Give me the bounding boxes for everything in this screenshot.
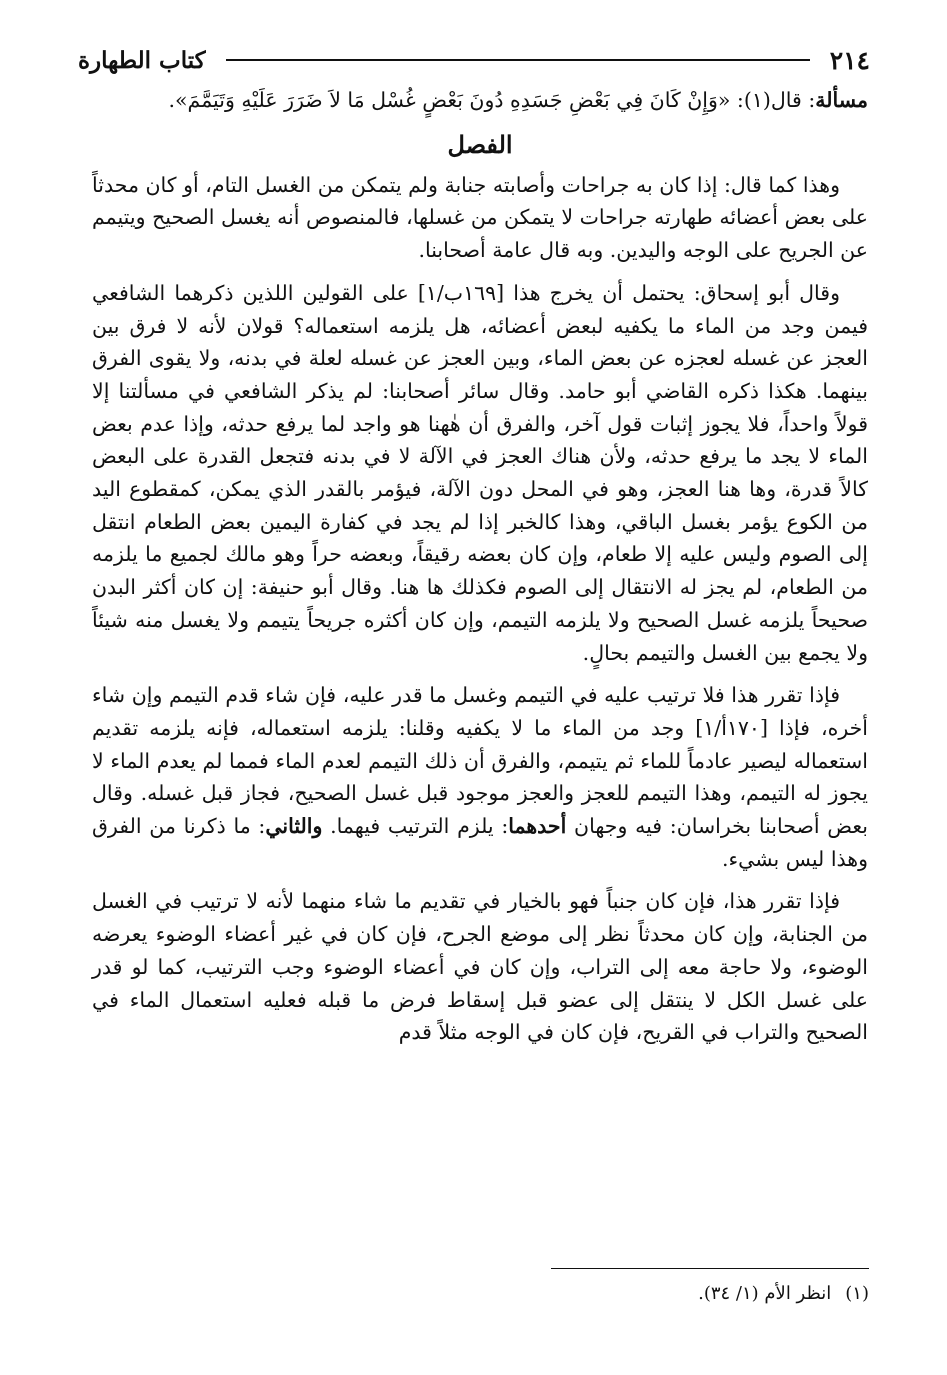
footnote [269, 1280, 869, 1308]
paragraph-3-part-c: : ما ذكرنا من الفرق وهذا ليس بشيء. [92, 814, 868, 871]
paragraph-4: فإذا تقرر هذا، فإن كان جنباً فهو بالخيار في تقديم ما شاء منهما لأنه لا ترتيب في الغسل من الجنابة، وإن كان محدثاً نظر إلى موضع الجرح، فإن كان في غير أعضاء الوضوء يعرضه الوضوء، ولا حاجة معه إلى التراب، وإن كان في أعضاء الوضوء وجب الترتيب، كما لو قدر على غسل الكل لا ينتقل إلى عضو قبل إسقاط فرض ما قبله فعليه استعمال الماء في الصحيح والتراب في القريح، فإن كان في الوجه مثلاً قدم [92, 889, 868, 1045]
masala-paragraph [92, 84, 868, 117]
first-opinion-label: أحدهما [508, 814, 567, 839]
footnote-separator [551, 1268, 869, 1269]
header-rule [226, 59, 810, 61]
footnote-text: انظر الأم (١/ ٣٤). [698, 1283, 832, 1304]
page-header [78, 40, 870, 80]
main-text [92, 84, 868, 1059]
running-title: كتاب الطهارة [78, 46, 206, 74]
page-number: ٢١٤ [829, 45, 870, 75]
paragraph-3 [92, 679, 868, 875]
paragraph-3-part-b: : يلزم الترتيب فيهما. [322, 814, 509, 839]
paragraph-2: وقال أبو إسحاق: يحتمل أن يخرج هذا [١٦٩ب/١] على القولين اللذين ذكرهما الشافعي فيمن وجد من الماء ما يكفيه لبعض أعضائه، هل يلزمه استعماله؟ قولان لأنه لا فرق بين العجز عن غسله لعجزه عن بعض الماء، وبين العجز عن غسله لعلة في بدنه، ولا يقوى الفرق بينهما. هكذا ذكره القاضي أبو حامد. وقال سائر أصحابنا: لم يذكر الشافعي في مسألتنا إلا قولاً واحداً، فلا يجوز إثبات قول آخر، والفرق أن هٰهنا هو واجد لما يرفع حدثه، وإذا عدم بعض الماء لا يجد ما يرفع حدثه، ولأن هناك العجز في الآلة لا في بدنه فتجعل القدرة على البعض كالاً قدرة، وها هنا العجز، وهو في المحل دون الآلة، فيؤمر بالقدر الذي يمكن، كمقطوع اليد من الكوع يؤمر بغسل الباقي، وهذا كالخبر إذا لم يجد في كفارة اليمين بعض الطعام انتقل إلى الصوم وليس عليه إلا طعام، وإن كان بعضه رقيقاً، وبعضه حراً وهو مالك لجميع ما يلزمه من الطعام، لم يجز له الانتقال إلى الصوم فكذلك ها هنا. وقال أبو حنيفة: إن كان أكثر البدن صحيحاً يلزمه غسل الصحيح ولا يلزمه التيمم، وإن كان أكثره جريحاً يتيمم ولا يغسل منه شيئاً ولا يجمع بين الغسل والتيمم بحالٍ. [92, 280, 868, 665]
masala-label: مسألة [815, 88, 868, 112]
second-opinion-label: والثاني [265, 814, 323, 839]
footnote-marker: (١) [845, 1283, 869, 1304]
section-heading: الفصل [447, 129, 513, 159]
paragraph-1: وهذا كما قال: إذا كان به جراحات وأصابته جنابة ولم يتمكن من الغسل التام، أو كان محدثاً على بعض أعضائه طهارته جراحات لا يتمكن من غسلها، فالمنصوص أنه يغسل الصحيح ويتيمم عن الجريح على الوجه واليدين. وبه قال عامة أصحابنا. [92, 172, 868, 263]
paragraph-3-part-a: فإذا تقرر هذا فلا ترتيب عليه في التيمم وغسل ما قدر عليه، فإن شاء قدم التيمم وإن شاء أخره، فإذا [١٧٠أ/١] وجد من الماء ما لا يكفيه وقلنا: يلزمه استعماله، فإنه يلزمه تقديم استعماله ليصير عادماً للماء ثم يتيمم، والفرق أن ذلك التيمم لعدم الماء فمما لم يعدم الماء لا يجوز له التيمم، وهذا التيمم للعجز والعجز موجود قبل غسل الصحيح، فجاز قبل غسله. وقال بعض أصحابنا بخراسان: فيه وجهان [92, 683, 869, 839]
masala-text: : قال(١): «وَإِنْ كَانَ فِي بَعْضِ جَسَدِهِ دُونَ بَعْضٍ غُسْل مَا لاَ ضَرَرَ عَلَيْهِ وَتَيَمَّمَ». [168, 88, 816, 112]
